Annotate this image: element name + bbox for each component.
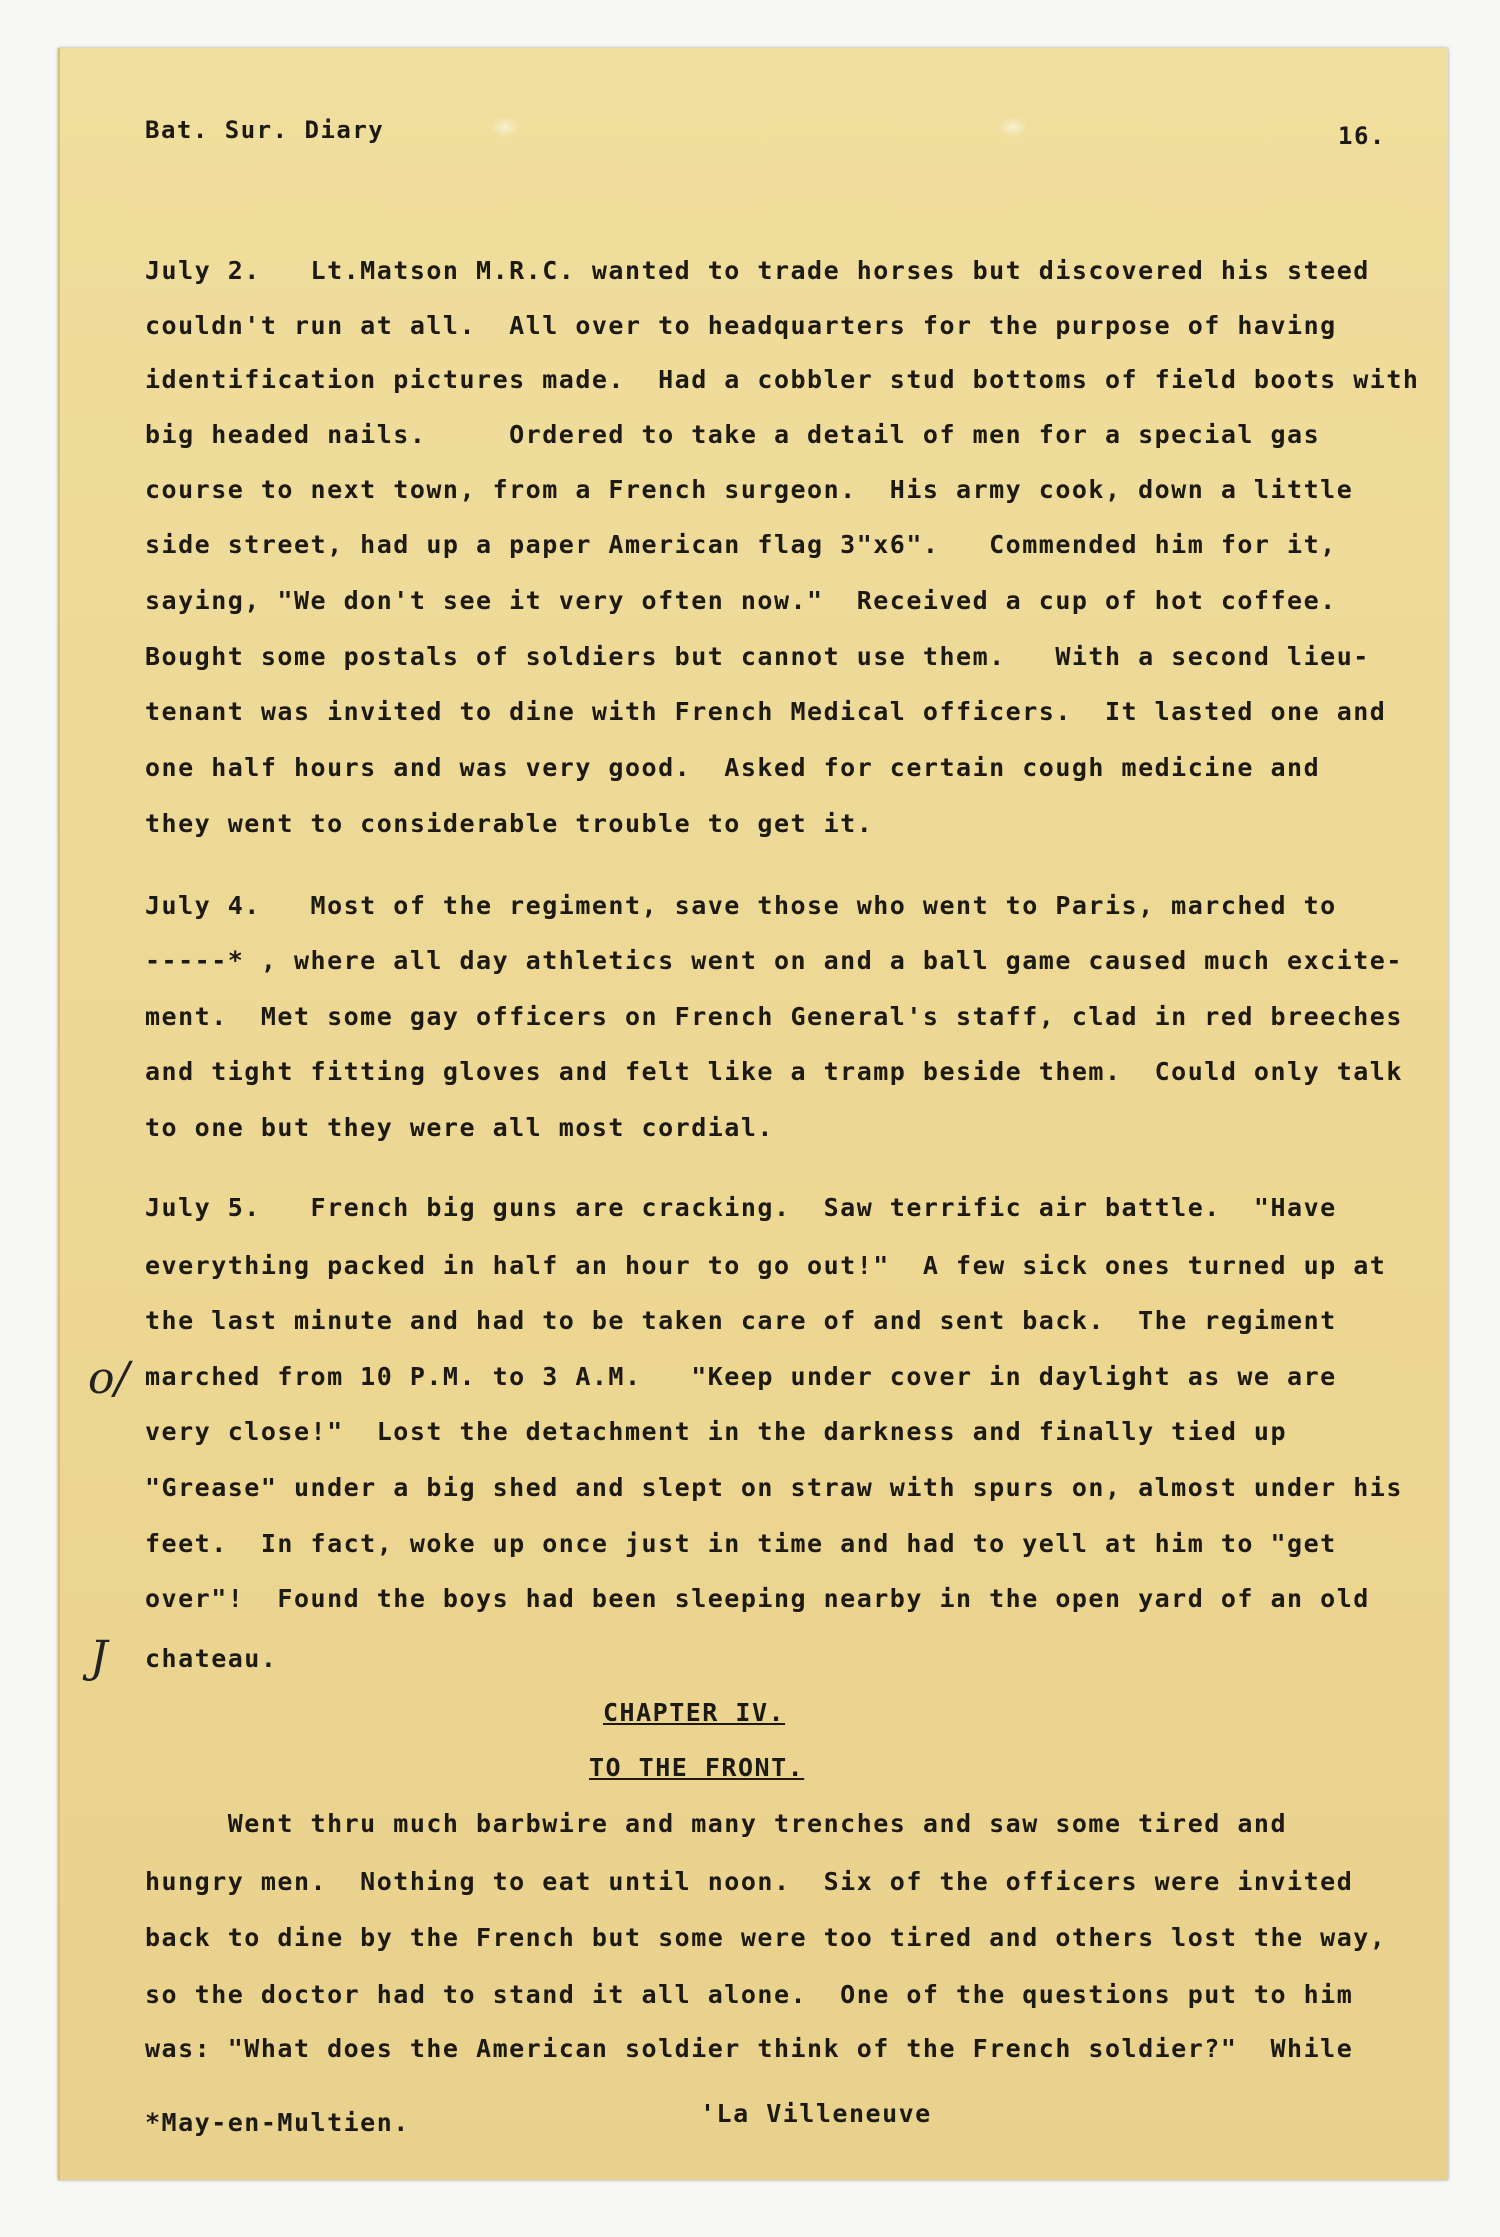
text-line: big headed nails. Ordered to take a detail of men for a special gas: [145, 420, 1321, 449]
text-line: everything packed in half an hour to go out!" A few sick ones turned up at: [145, 1251, 1387, 1280]
text-line: and tight fitting gloves and felt like a tramp beside them. Could only talk: [145, 1057, 1403, 1086]
text-line: "Grease" under a big shed and slept on straw with spurs on, almost under his: [145, 1473, 1403, 1502]
page-number: 16.: [1338, 122, 1386, 150]
text-line: one half hours and was very good. Asked for certain cough medicine and: [145, 753, 1321, 782]
text-line: saying, "We don't see it very often now." Received a cup of hot coffee.: [145, 586, 1337, 615]
margin-proof-mark: J: [90, 1632, 108, 1683]
text-line: back to dine by the French but some were too tired and others lost the way,: [145, 1923, 1387, 1952]
text-line: they went to considerable trouble to get it.: [145, 809, 874, 838]
footnote-right: 'La Villeneuve: [700, 2099, 932, 2128]
text-line: was: "What does the American soldier think of the French soldier?" While: [145, 2034, 1354, 2063]
margin-proof-mark: o/: [88, 1353, 130, 1404]
footnote-left: *May-en-Multien.: [145, 2108, 410, 2137]
text-line: course to next town, from a French surgeon. His army cook, down a little: [145, 475, 1354, 504]
text-line: July 4. Most of the regiment, save those who went to Paris, marched to: [145, 891, 1337, 920]
text-line: Bought some postals of soldiers but cannot use them. With a second lieu-: [145, 642, 1370, 671]
chapter-number: CHAPTER IV.: [603, 1698, 786, 1727]
text-line: the last minute and had to be taken care of and sent back. The regiment: [145, 1306, 1337, 1335]
text-line: July 5. French big guns are cracking. Saw terrific air battle. "Have: [145, 1193, 1337, 1222]
text-line: so the doctor had to stand it all alone. One of the questions put to him: [145, 1980, 1354, 2009]
text-line: over"! Found the boys had been sleeping nearby in the open yard of an old: [145, 1584, 1370, 1613]
text-line: to one but they were all most cordial.: [145, 1113, 774, 1142]
paper-blemish: [490, 116, 520, 138]
text-line: marched from 10 P.M. to 3 A.M. "Keep under cover in daylight as we are: [145, 1362, 1337, 1391]
text-line: tenant was invited to dine with French Medical officers. It lasted one and: [145, 697, 1387, 726]
paper-blemish: [998, 116, 1028, 138]
text-line: identification pictures made. Had a cobbler stud bottoms of field boots with: [145, 365, 1420, 394]
text-line: very close!" Lost the detachment in the darkness and finally tied up: [145, 1417, 1288, 1446]
text-line: hungry men. Nothing to eat until noon. Six of the officers were invited: [145, 1867, 1354, 1896]
text-line: couldn't run at all. All over to headquarters for the purpose of having: [145, 311, 1337, 340]
text-line: Went thru much barbwire and many trenches and saw some tired and: [145, 1809, 1288, 1838]
text-line: chateau.: [145, 1644, 278, 1673]
text-line: July 2. Lt.Matson M.R.C. wanted to trade horses but discovered his steed: [145, 256, 1370, 285]
text-line: feet. In fact, woke up once just in time and had to yell at him to "get: [145, 1529, 1337, 1558]
text-line: ment. Met some gay officers on French General's staff, clad in red breeches: [145, 1002, 1403, 1031]
chapter-title: TO THE FRONT.: [589, 1753, 805, 1782]
document-title: Bat. Sur. Diary: [145, 116, 385, 144]
text-line: -----* , where all day athletics went on and a ball game caused much excite-: [145, 946, 1403, 975]
text-line: side street, had up a paper American flag 3"x6". Commended him for it,: [145, 530, 1337, 559]
